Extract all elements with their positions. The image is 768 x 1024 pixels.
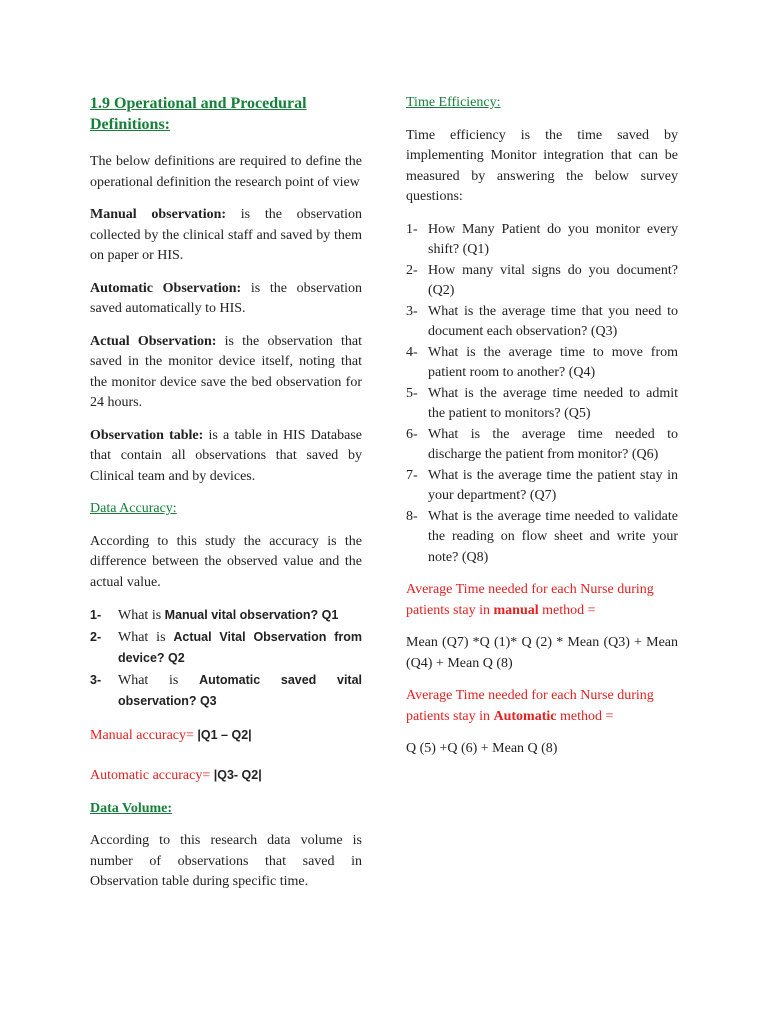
automatic-average-time-label (406, 686, 678, 727)
list-text (118, 605, 362, 627)
list-item (90, 627, 362, 670)
definition-term: Automatic Observation: (90, 280, 242, 296)
definition-actual (90, 332, 362, 414)
accuracy-paragraph: According to this study the accuracy is the difference between the observed value and the actual value. (90, 533, 362, 590)
list-number: 6- (406, 426, 418, 442)
list-text: What is the average time the patient stay in your department? (Q7) (428, 467, 678, 503)
label-suffix: method = (556, 708, 614, 724)
automatic-accuracy-label: Automatic accuracy= (90, 768, 214, 783)
label-method: Automatic (493, 708, 557, 724)
list-text: What is the average time that you need to document each observation? (Q3) (428, 303, 678, 339)
label-suffix: method = (538, 602, 596, 618)
list-item (406, 384, 678, 425)
list-text-plain: What is (118, 672, 200, 688)
list-item (406, 261, 678, 302)
automatic-accuracy-line (90, 765, 362, 787)
data-volume-heading (90, 799, 362, 820)
definition-term: Actual Observation: (90, 333, 217, 349)
list-text: How many vital signs do you document? (Q2) (428, 262, 678, 298)
list-item (406, 425, 678, 466)
automatic-time-formula: Q (5) +Q (6) + Mean Q (8) (406, 741, 558, 756)
list-number: 4- (406, 344, 418, 360)
volume-paragraph: According to this research data volume is number of observations that saved in Observation table during specific time. (90, 833, 362, 889)
list-number: 7- (406, 467, 418, 483)
intro-paragraph: The below definitions are required to define the operational definition the research point of view (90, 154, 362, 190)
list-text-bold: Actual Vital Observation from device? Q2 (118, 629, 362, 665)
list-number: 3- (406, 303, 418, 319)
definition-text: is a table in HIS Database that contain all observations that saved by Clinical team and by devices. (90, 427, 363, 484)
label-text: Average Time needed for each Nurse during patients stay in (406, 688, 654, 724)
list-text-plain: What is (118, 608, 165, 623)
list-text-bold: Manual vital observation? Q1 (164, 608, 339, 622)
list-item (90, 605, 362, 627)
survey-question-list (406, 220, 678, 569)
list-text-plain: What is (118, 629, 174, 645)
list-number: 1- (90, 608, 102, 622)
definition-text: is the observation that saved in the monitor device itself, noting that the monitor device save the bed observation for 24 hours. (90, 333, 362, 410)
list-number: 2- (406, 262, 418, 278)
list-item (406, 466, 678, 507)
accuracy-question-list (90, 605, 362, 713)
list-number: 5- (406, 385, 418, 401)
list-item (406, 343, 678, 384)
definition-observation-table (90, 426, 362, 488)
list-text: What is the average time needed to admit the patient to monitors? (Q5) (428, 385, 678, 421)
time-efficiency-paragraph: Time efficiency is the time saved by implementing Monitor integration that can be measured by answering the below survey questions: (406, 127, 678, 204)
label-method: manual (493, 602, 539, 618)
definition-text: is the observation collected by the clinical staff and saved by them on paper or HIS. (90, 207, 362, 263)
manual-time-formula: Mean (Q7) *Q (1)* Q (2) * Mean (Q3) + Mean (Q4) + Mean Q (8) (406, 635, 678, 671)
list-text: What is the average time needed to discharge the patient from monitor? (Q6) (428, 426, 678, 462)
definition-term: Observation table: (90, 427, 204, 443)
list-text (118, 627, 362, 670)
right-column (406, 93, 678, 760)
definition-manual (90, 205, 362, 267)
list-number: 2- (90, 629, 102, 644)
section-heading: 1.9 Operational and Procedural Definitions: (90, 95, 307, 133)
list-text: How Many Patient do you monitor every shift? (Q1) (428, 221, 678, 257)
data-accuracy-heading: Data Accuracy: (90, 501, 177, 516)
list-text-bold: Automatic saved vital observation? Q3 (118, 672, 363, 708)
list-text: What is the average time to move from patient room to another? (Q4) (428, 344, 678, 380)
automatic-accuracy-formula: |Q3- Q2| (213, 768, 262, 782)
list-item (406, 220, 678, 261)
time-efficiency-heading: Time Efficiency: (406, 95, 501, 110)
list-item (90, 670, 362, 713)
definition-automatic (90, 279, 362, 320)
data-volume-heading-text: Data Volume: (90, 800, 173, 816)
list-text: What is the average time needed to validate the reading on flow sheet and write your note? (Q8) (428, 508, 678, 565)
list-number: 1- (406, 221, 418, 237)
list-number: 3- (90, 672, 102, 687)
list-item (406, 507, 678, 569)
list-number: 8- (406, 508, 418, 524)
manual-accuracy-label: Manual accuracy= (90, 727, 198, 743)
label-text: Average Time needed for each Nurse during patients stay in (406, 582, 654, 618)
manual-average-time-label (406, 580, 678, 621)
definition-text: is the observation saved automatically to HIS. (90, 280, 362, 316)
manual-accuracy-line (90, 725, 362, 747)
definition-term: Manual observation: (90, 207, 227, 222)
manual-accuracy-formula: |Q1 – Q2| (197, 727, 252, 742)
list-text (118, 670, 362, 713)
list-item (406, 302, 678, 343)
left-column (90, 93, 362, 893)
